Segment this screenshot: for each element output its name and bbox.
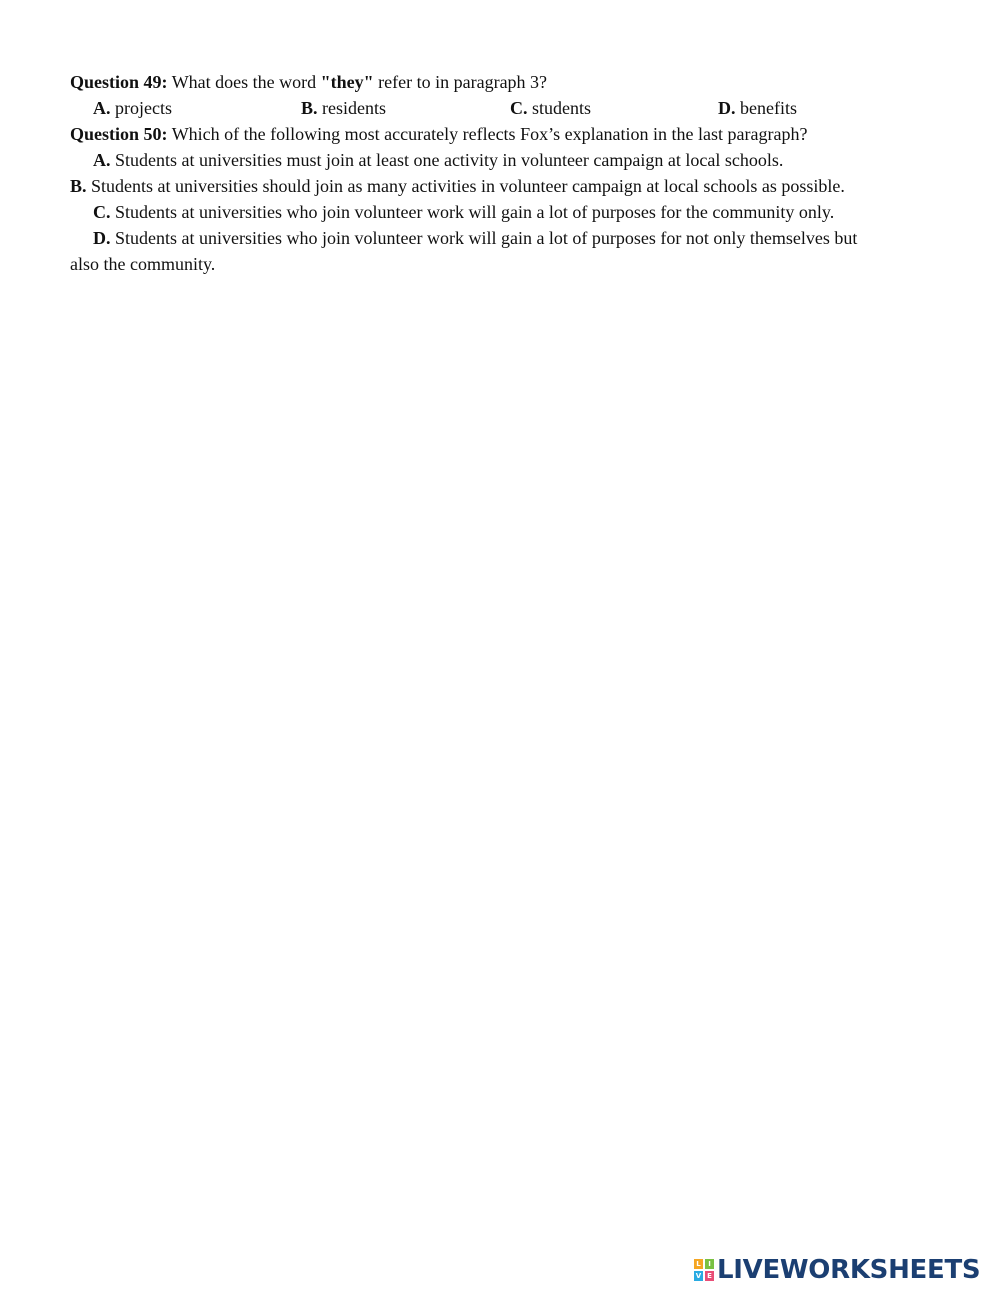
question-49-label: Question 49:	[70, 72, 168, 92]
logo-square-v: V	[695, 1272, 702, 1280]
q50-option-c[interactable]: C. Students at universities who join volunteer work will gain a lot of purposes for the community only.	[93, 202, 835, 222]
question-49-options	[0, 97, 1000, 119]
logo-square-i: I	[705, 1259, 714, 1269]
q50-option-b[interactable]: B. Students at universities should join as many activities in volunteer campaign at local schools as possible.	[70, 176, 845, 196]
q50-option-d[interactable]: D. Students at universities who join volunteer work will gain a lot of purposes for not only themselves but	[93, 228, 858, 248]
q50-option-d-continuation: also the community.	[70, 254, 216, 274]
question-49-text-after: refer to in paragraph 3?	[373, 72, 548, 92]
question-49-text-before: What does the word	[167, 72, 321, 92]
question-49-keyword: "they"	[320, 72, 374, 92]
q49-option-a[interactable]: A. projects	[93, 98, 172, 118]
q49-option-c[interactable]: C. students	[510, 98, 592, 118]
q49-option-b[interactable]: B. residents	[301, 98, 386, 118]
question-50-label: Question 50:	[70, 124, 168, 144]
question-50-text: Which of the following most accurately reflects Fox’s explanation in the last paragraph?	[167, 124, 808, 144]
logo-square-l: L	[694, 1259, 703, 1269]
question-49-stem	[70, 71, 547, 93]
q50-option-a[interactable]: A. Students at universities must join at least one activity in volunteer campaign at local schools.	[93, 150, 784, 170]
liveworksheets-logo	[694, 1254, 980, 1286]
q49-option-d[interactable]: D. benefits	[718, 98, 797, 118]
question-50-stem	[70, 123, 807, 145]
liveworksheets-logo-text: LIVEWORKSHEETS	[717, 1255, 981, 1285]
liveworksheets-logo-icon	[694, 1259, 714, 1281]
logo-square-e: E	[705, 1271, 714, 1281]
